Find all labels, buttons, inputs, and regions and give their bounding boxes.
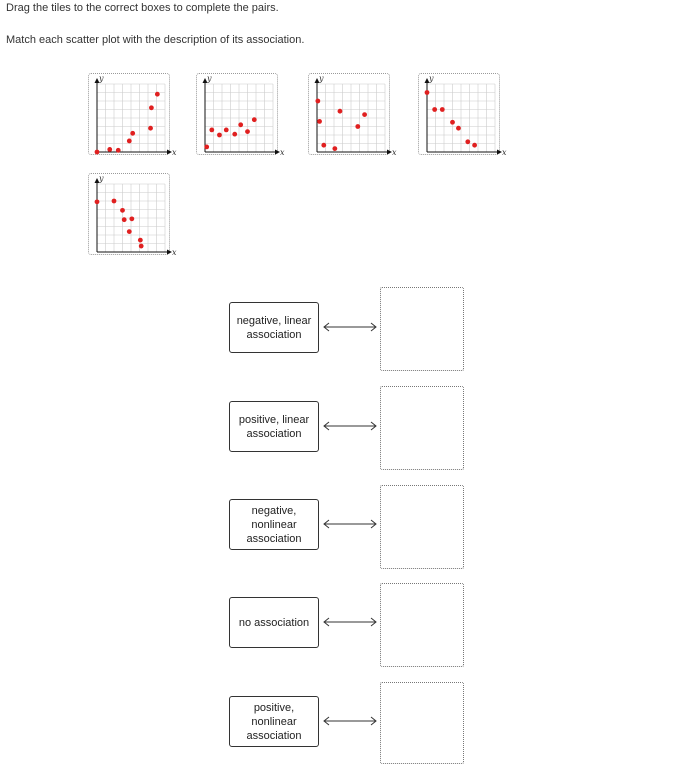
data-point [148, 126, 153, 131]
data-point [95, 150, 100, 155]
scatter-plot-2 [197, 74, 285, 157]
data-point [204, 145, 209, 150]
data-point [127, 229, 132, 234]
plot-grid [205, 84, 273, 152]
data-point [315, 99, 320, 104]
data-point [338, 109, 343, 114]
data-point [224, 128, 229, 133]
scatter-plot-3 [309, 74, 397, 157]
y-axis-label: y [429, 74, 434, 83]
scatter-tile-5[interactable] [88, 173, 177, 257]
description-label: positive, nonlinear association [246, 701, 302, 742]
description-box [229, 302, 319, 353]
data-point [355, 124, 360, 129]
description-label: positive, linear association [238, 413, 310, 440]
y-axis-label: y [319, 74, 324, 83]
data-point [116, 148, 121, 153]
data-point [450, 120, 455, 125]
description-box [229, 401, 319, 452]
data-point [245, 129, 250, 134]
plot-grid [427, 84, 495, 152]
data-point [122, 217, 127, 222]
plot-grid [317, 84, 385, 152]
data-point [432, 107, 437, 112]
data-point [138, 238, 143, 243]
data-point [425, 90, 430, 95]
data-point [127, 139, 132, 144]
double-arrow-icon [322, 716, 378, 726]
drop-target-box[interactable] [380, 485, 464, 569]
data-point [95, 199, 100, 204]
data-point [321, 143, 326, 148]
data-point [130, 131, 135, 136]
data-point [317, 119, 322, 124]
instruction-drag: Drag the tiles to the correct boxes to complete the pairs. [6, 2, 279, 14]
data-point [129, 216, 134, 221]
instruction-match: Match each scatter plot with the description of its association. [6, 34, 305, 46]
description-box [229, 499, 319, 550]
data-point [217, 133, 222, 138]
data-point [238, 122, 243, 127]
double-arrow-icon [322, 421, 378, 431]
data-point [440, 107, 445, 112]
y-axis-label: y [207, 74, 212, 83]
description-label: no association [238, 616, 310, 629]
double-arrow-icon [322, 519, 378, 529]
description-box [229, 597, 319, 648]
scatter-plot-1 [89, 74, 177, 157]
data-point [472, 143, 477, 148]
description-label: negative, linear association [236, 314, 312, 341]
scatter-plot-5 [89, 174, 177, 257]
x-axis-label: x [172, 248, 177, 257]
scatter-tile-2[interactable] [196, 73, 285, 157]
data-point [112, 199, 117, 204]
x-axis-label: x [502, 148, 507, 157]
description-box [229, 696, 319, 747]
data-point [155, 92, 160, 97]
drop-target-box[interactable] [380, 287, 464, 371]
scatter-tile-1[interactable] [88, 73, 177, 157]
data-point [209, 128, 214, 133]
data-point [252, 117, 257, 122]
scatter-tile-4[interactable] [418, 73, 507, 157]
x-axis-label: x [392, 148, 397, 157]
data-point [362, 112, 367, 117]
x-axis-label: x [280, 148, 285, 157]
data-point [149, 105, 154, 110]
drop-target-box[interactable] [380, 386, 464, 470]
description-label: negative, nonlinear association [246, 504, 302, 545]
drop-target-box[interactable] [380, 682, 464, 764]
y-axis-label: y [99, 174, 104, 183]
scatter-plot-4 [419, 74, 507, 157]
data-point [120, 208, 125, 213]
data-point [465, 139, 470, 144]
data-point [232, 132, 237, 137]
y-axis-label: y [99, 74, 104, 83]
drop-target-box[interactable] [380, 583, 464, 667]
data-point [456, 126, 461, 131]
double-arrow-icon [322, 617, 378, 627]
x-axis-label: x [172, 148, 177, 157]
scatter-tile-3[interactable] [308, 73, 397, 157]
data-point [139, 244, 144, 249]
data-point [332, 146, 337, 151]
data-point [107, 147, 112, 152]
double-arrow-icon [322, 322, 378, 332]
